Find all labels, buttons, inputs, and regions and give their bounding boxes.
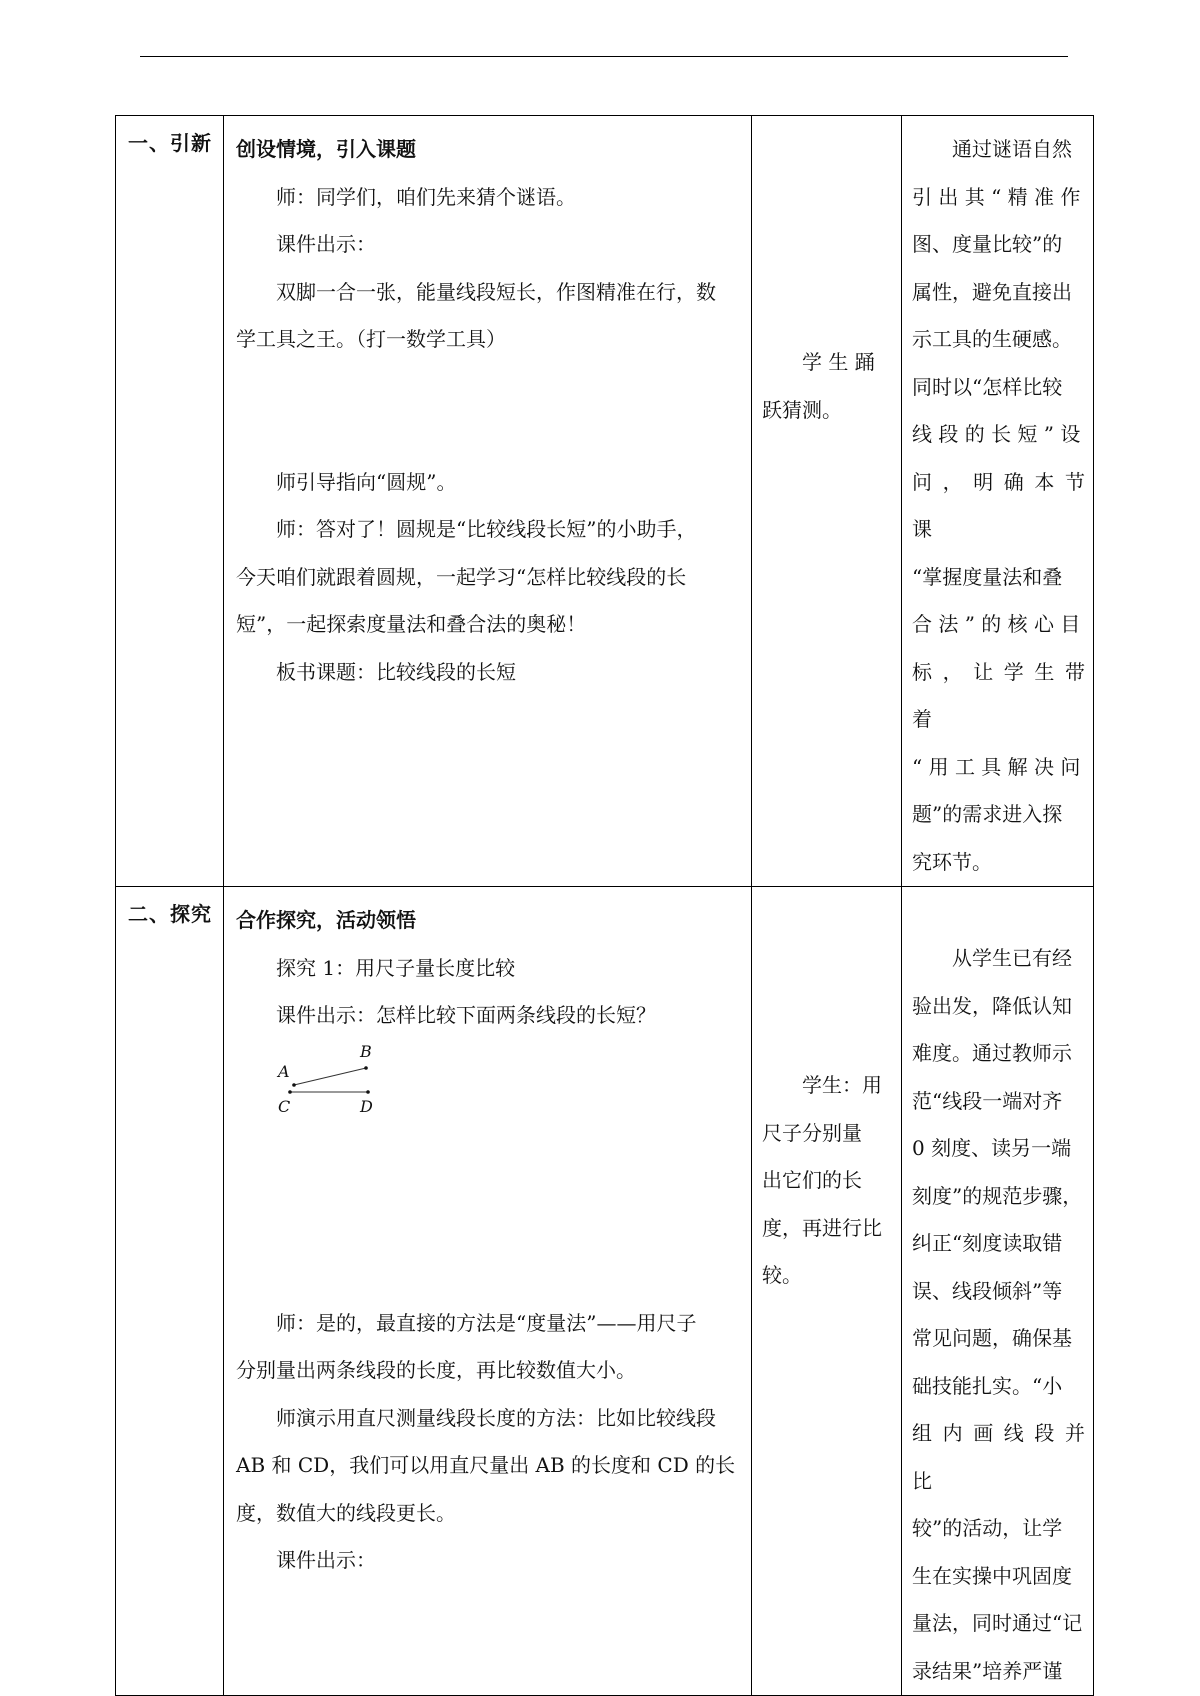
paragraph: 板书课题：比较线段的长短 <box>276 659 516 684</box>
student-text: 学生：用 <box>802 1073 882 1097</box>
intent-text: 示工具的生硬感。 <box>912 327 1072 351</box>
intent-text: 图、度量比较”的 <box>912 232 1063 256</box>
paragraph: 探究 1：用尺子量长度比较 <box>276 955 516 980</box>
point-d <box>366 1090 370 1094</box>
section-heading: 创设情境，引入课题 <box>236 137 416 161</box>
paragraph: 师：同学们，咱们先来猜个谜语。 <box>276 184 576 209</box>
header-rule <box>140 56 1068 57</box>
activity-cell <box>224 116 752 887</box>
intent-text: “ 用 工 具 解 决 问 <box>912 754 1081 779</box>
paragraph: 学工具之王。（打一数学工具） <box>236 327 506 351</box>
paragraph: 度，数值大的线段更长。 <box>236 1500 456 1525</box>
stage-cell <box>116 887 224 1696</box>
paragraph: 师引导指向“圆规”。 <box>276 469 457 494</box>
paragraph: 课件出示：怎样比较下面两条线段的长短？ <box>276 1003 656 1027</box>
intent-text: 组 内 画 线 段 并 比 <box>912 1421 1085 1493</box>
label-b: B <box>360 1041 372 1061</box>
paragraph: 课件出示： <box>276 1548 376 1572</box>
paragraph: 短”，一起探索度量法和叠合法的奥秘！ <box>236 612 587 636</box>
point-c <box>288 1090 292 1094</box>
intent-text: 线 段 的 长 短 ” 设 <box>912 422 1081 446</box>
student-text: 尺子分别量 <box>762 1120 862 1145</box>
student-text: 度，再进行比 <box>762 1215 882 1240</box>
intent-cell <box>902 887 1094 1696</box>
paragraph: 师演示用直尺测量线段长度的方法：比如比较线段 <box>276 1405 716 1430</box>
intent-text: 引 出 其 “ 精 准 作 <box>912 184 1081 209</box>
label-a: A <box>278 1061 290 1081</box>
label-c: C <box>278 1096 291 1116</box>
intent-text: 通过谜语自然 <box>952 137 1072 161</box>
section-heading: 合作探究，活动领悟 <box>236 908 416 932</box>
lesson-plan-table <box>115 115 1094 1696</box>
paragraph: 双脚一合一张，能量线段短长，作图精准在行，数 <box>276 279 716 304</box>
paragraph: AB 和 CD，我们可以用直尺量出 AB 的长度和 CD 的长 <box>236 1453 736 1477</box>
intent-text: 误、线段倾斜”等 <box>912 1278 1063 1303</box>
paragraph: 师：答对了！圆规是“比较线段长短”的小助手， <box>276 517 697 541</box>
student-cell <box>752 887 902 1696</box>
student-text: 较。 <box>762 1263 802 1287</box>
table-row <box>116 887 1094 1696</box>
segment-figure <box>236 1040 741 1300</box>
intent-text: 同时以“怎样比较 <box>912 374 1063 399</box>
student-text: 出它们的长 <box>762 1168 862 1192</box>
student-text: 学 生 踊 <box>802 350 875 374</box>
stage-label: 二、探究 <box>128 902 212 926</box>
stage-cell <box>116 116 224 887</box>
point-a <box>292 1083 296 1087</box>
student-cell <box>752 116 902 887</box>
intent-text: 常见问题，确保基 <box>912 1326 1072 1350</box>
intent-text: 属性，避免直接出 <box>912 279 1072 304</box>
segment-ab <box>294 1068 366 1085</box>
paragraph: 今天咱们就跟着圆规，一起学习“怎样比较线段的长 <box>236 564 687 589</box>
intent-text: 标 ， 让 学 生 带 着 <box>912 659 1085 731</box>
paragraph: 分别量出两条线段的长度，再比较数值大小。 <box>236 1358 636 1382</box>
intent-text: 从学生已有经 <box>952 946 1072 970</box>
intent-text: 问 ， 明 确 本 节 课 <box>912 469 1085 541</box>
activity-cell <box>224 887 752 1696</box>
intent-text: 0 刻度、读另一端 <box>912 1136 1072 1160</box>
student-text: 跃猜测。 <box>762 397 842 422</box>
intent-text: 纠正“刻度读取错 <box>912 1231 1063 1255</box>
label-d: D <box>360 1096 373 1116</box>
paragraph: 课件出示： <box>276 232 376 256</box>
intent-cell <box>902 116 1094 887</box>
intent-text: 验出发，降低认知 <box>912 993 1072 1018</box>
intent-text: 难度。通过教师示 <box>912 1041 1072 1065</box>
point-b <box>364 1066 368 1070</box>
intent-text: 究环节。 <box>912 849 992 874</box>
intent-text: 础技能扎实。“小 <box>912 1373 1063 1398</box>
intent-text: 题”的需求进入探 <box>912 802 1063 826</box>
stage-label: 一、引新 <box>128 131 212 155</box>
intent-text: 范“线段一端对齐 <box>912 1088 1063 1113</box>
intent-text: 较”的活动，让学 <box>912 1516 1063 1540</box>
blank-space <box>236 364 741 459</box>
paragraph: 师：是的，最直接的方法是“度量法”——用尺子 <box>276 1310 697 1335</box>
intent-text: 生在实操中巩固度 <box>912 1563 1072 1588</box>
intent-text: 合 法 ” 的 核 心 目 <box>912 612 1081 636</box>
intent-text: “掌握度量法和叠 <box>912 564 1063 589</box>
intent-text: 录结果”培养严谨 <box>912 1658 1063 1683</box>
table-row <box>116 116 1094 887</box>
segments-diagram <box>276 1040 416 1120</box>
intent-text: 刻度”的规范步骤， <box>912 1183 1083 1208</box>
intent-text: 量法，同时通过“记 <box>912 1611 1083 1635</box>
